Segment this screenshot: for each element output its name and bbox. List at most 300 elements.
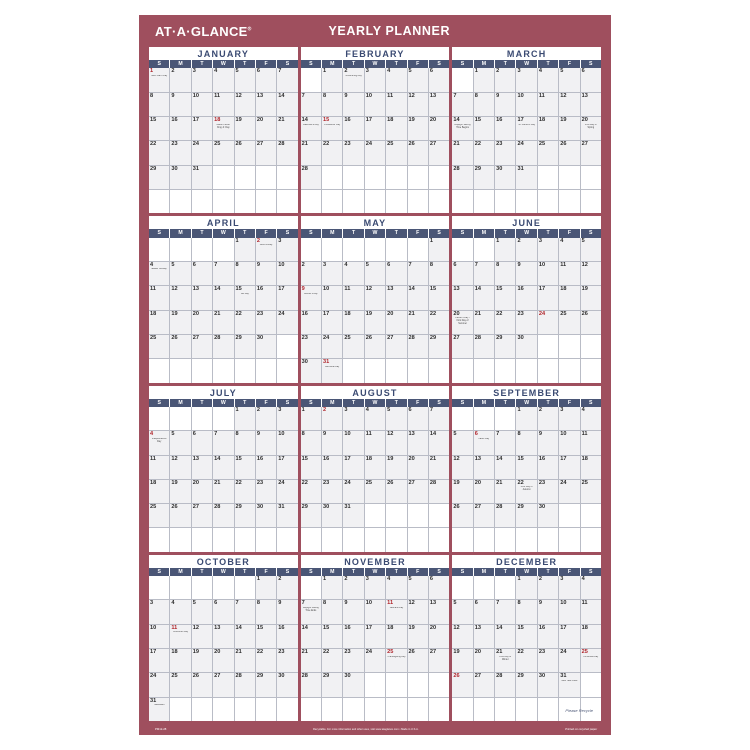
day-cell[interactable] [213,600,234,623]
day-cell[interactable] [213,335,234,358]
day-cell[interactable] [495,238,516,261]
day-cell[interactable] [365,335,386,358]
day-cell[interactable] [429,311,449,334]
day-cell[interactable] [429,117,449,140]
day-cell[interactable] [322,359,343,382]
day-cell[interactable] [235,286,256,309]
day-cell[interactable] [192,141,213,164]
day-cell[interactable] [277,93,297,116]
day-cell[interactable] [429,262,449,285]
day-cell[interactable] [170,673,191,696]
day-cell[interactable] [170,93,191,116]
day-cell[interactable] [322,600,343,623]
day-cell[interactable] [343,93,364,116]
day-cell[interactable] [149,480,170,503]
day-cell[interactable] [559,238,580,261]
day-cell[interactable] [343,649,364,672]
day-cell[interactable] [235,141,256,164]
day-cell[interactable] [322,68,343,91]
day-cell[interactable] [301,335,322,358]
day-cell[interactable] [365,286,386,309]
day-cell[interactable] [538,431,559,454]
day-cell[interactable] [452,649,473,672]
day-cell[interactable] [343,335,364,358]
day-cell[interactable] [277,68,297,91]
day-cell[interactable] [538,576,559,599]
day-cell[interactable] [408,649,429,672]
day-cell[interactable] [170,166,191,189]
day-cell[interactable] [301,504,322,527]
day-cell[interactable] [581,600,601,623]
day-cell[interactable] [343,625,364,648]
day-cell[interactable] [452,335,473,358]
day-cell[interactable] [192,93,213,116]
day-cell[interactable] [429,625,449,648]
day-cell[interactable] [235,117,256,140]
day-cell[interactable] [235,68,256,91]
day-cell[interactable] [386,480,407,503]
day-cell[interactable] [343,431,364,454]
day-cell[interactable] [277,504,297,527]
day-cell[interactable] [474,649,495,672]
day-cell[interactable] [581,480,601,503]
day-cell[interactable] [277,431,297,454]
day-cell[interactable] [538,311,559,334]
day-cell[interactable] [538,625,559,648]
day-cell[interactable] [322,504,343,527]
day-cell[interactable] [559,93,580,116]
day-cell[interactable] [495,166,516,189]
day-cell[interactable] [149,262,170,285]
day-cell[interactable] [192,480,213,503]
day-cell[interactable] [256,673,277,696]
day-cell[interactable] [516,93,537,116]
day-cell[interactable] [538,68,559,91]
day-cell[interactable] [343,68,364,91]
day-cell[interactable] [256,238,277,261]
day-cell[interactable] [322,93,343,116]
day-cell[interactable] [495,456,516,479]
day-cell[interactable] [452,166,473,189]
day-cell[interactable] [213,68,234,91]
day-cell[interactable] [408,407,429,430]
day-cell[interactable] [277,600,297,623]
day-cell[interactable] [301,262,322,285]
day-cell[interactable] [149,600,170,623]
day-cell[interactable] [213,262,234,285]
day-cell[interactable] [429,576,449,599]
day-cell[interactable] [495,504,516,527]
day-cell[interactable] [386,262,407,285]
day-cell[interactable] [408,93,429,116]
day-cell[interactable] [559,649,580,672]
day-cell[interactable] [452,286,473,309]
day-cell[interactable] [301,93,322,116]
day-cell[interactable] [256,93,277,116]
day-cell[interactable] [452,456,473,479]
day-cell[interactable] [170,480,191,503]
day-cell[interactable] [559,407,580,430]
day-cell[interactable] [538,600,559,623]
day-cell[interactable] [149,456,170,479]
day-cell[interactable] [170,117,191,140]
day-cell[interactable] [256,335,277,358]
day-cell[interactable] [516,238,537,261]
day-cell[interactable] [386,311,407,334]
day-cell[interactable] [277,407,297,430]
day-cell[interactable] [365,93,386,116]
day-cell[interactable] [408,311,429,334]
day-cell[interactable] [322,407,343,430]
day-cell[interactable] [516,311,537,334]
day-cell[interactable] [581,407,601,430]
day-cell[interactable] [495,431,516,454]
day-cell[interactable] [149,673,170,696]
day-cell[interactable] [516,141,537,164]
day-cell[interactable] [581,286,601,309]
day-cell[interactable] [559,262,580,285]
day-cell[interactable] [256,311,277,334]
day-cell[interactable] [365,625,386,648]
day-cell[interactable] [559,480,580,503]
day-cell[interactable] [495,262,516,285]
day-cell[interactable] [474,456,495,479]
day-cell[interactable] [343,456,364,479]
day-cell[interactable] [408,576,429,599]
day-cell[interactable] [322,625,343,648]
day-cell[interactable] [277,238,297,261]
day-cell[interactable] [149,166,170,189]
day-cell[interactable] [149,117,170,140]
day-cell[interactable] [452,141,473,164]
day-cell[interactable] [365,407,386,430]
day-cell[interactable] [170,431,191,454]
day-cell[interactable] [495,600,516,623]
day-cell[interactable] [538,407,559,430]
day-cell[interactable] [149,93,170,116]
day-cell[interactable] [495,286,516,309]
day-cell[interactable] [516,576,537,599]
day-cell[interactable] [277,117,297,140]
day-cell[interactable] [149,335,170,358]
day-cell[interactable] [538,673,559,696]
day-cell[interactable] [408,262,429,285]
day-cell[interactable] [170,335,191,358]
day-cell[interactable] [277,649,297,672]
day-cell[interactable] [452,262,473,285]
day-cell[interactable] [192,673,213,696]
day-cell[interactable] [516,625,537,648]
day-cell[interactable] [322,431,343,454]
day-cell[interactable] [408,625,429,648]
day-cell[interactable] [322,335,343,358]
day-cell[interactable] [343,141,364,164]
day-cell[interactable] [322,576,343,599]
day-cell[interactable] [256,625,277,648]
day-cell[interactable] [559,673,580,696]
day-cell[interactable] [452,504,473,527]
day-cell[interactable] [192,504,213,527]
day-cell[interactable] [474,504,495,527]
day-cell[interactable] [149,141,170,164]
day-cell[interactable] [343,407,364,430]
day-cell[interactable] [277,456,297,479]
day-cell[interactable] [322,673,343,696]
day-cell[interactable] [256,286,277,309]
day-cell[interactable] [495,625,516,648]
day-cell[interactable] [386,141,407,164]
day-cell[interactable] [538,238,559,261]
day-cell[interactable] [408,117,429,140]
day-cell[interactable] [213,93,234,116]
day-cell[interactable] [516,480,537,503]
day-cell[interactable] [452,431,473,454]
day-cell[interactable] [559,456,580,479]
day-cell[interactable] [581,625,601,648]
day-cell[interactable] [452,117,473,140]
day-cell[interactable] [581,649,601,672]
day-cell[interactable] [452,625,473,648]
day-cell[interactable] [429,431,449,454]
day-cell[interactable] [170,68,191,91]
day-cell[interactable] [386,576,407,599]
day-cell[interactable] [192,456,213,479]
day-cell[interactable] [256,649,277,672]
day-cell[interactable] [170,504,191,527]
day-cell[interactable] [277,480,297,503]
day-cell[interactable] [343,673,364,696]
day-cell[interactable] [559,68,580,91]
day-cell[interactable] [538,286,559,309]
day-cell[interactable] [235,456,256,479]
day-cell[interactable] [516,68,537,91]
day-cell[interactable] [408,141,429,164]
day-cell[interactable] [256,407,277,430]
day-cell[interactable] [149,286,170,309]
day-cell[interactable] [256,456,277,479]
day-cell[interactable] [408,480,429,503]
day-cell[interactable] [452,600,473,623]
day-cell[interactable] [495,311,516,334]
day-cell[interactable] [474,262,495,285]
day-cell[interactable] [213,117,234,140]
day-cell[interactable] [474,625,495,648]
day-cell[interactable] [170,286,191,309]
day-cell[interactable] [301,311,322,334]
day-cell[interactable] [235,431,256,454]
day-cell[interactable] [581,431,601,454]
day-cell[interactable] [322,117,343,140]
day-cell[interactable] [213,625,234,648]
day-cell[interactable] [538,141,559,164]
day-cell[interactable] [365,68,386,91]
day-cell[interactable] [343,504,364,527]
day-cell[interactable] [301,359,322,382]
day-cell[interactable] [256,480,277,503]
day-cell[interactable] [495,480,516,503]
day-cell[interactable] [301,456,322,479]
day-cell[interactable] [538,117,559,140]
day-cell[interactable] [170,625,191,648]
day-cell[interactable] [213,456,234,479]
day-cell[interactable] [581,456,601,479]
day-cell[interactable] [343,480,364,503]
day-cell[interactable] [343,262,364,285]
day-cell[interactable] [386,456,407,479]
day-cell[interactable] [429,238,449,261]
day-cell[interactable] [474,335,495,358]
day-cell[interactable] [277,262,297,285]
day-cell[interactable] [192,166,213,189]
day-cell[interactable] [256,576,277,599]
day-cell[interactable] [429,600,449,623]
day-cell[interactable] [192,286,213,309]
day-cell[interactable] [277,286,297,309]
day-cell[interactable] [559,576,580,599]
day-cell[interactable] [343,311,364,334]
day-cell[interactable] [235,93,256,116]
day-cell[interactable] [495,673,516,696]
day-cell[interactable] [408,68,429,91]
day-cell[interactable] [213,504,234,527]
day-cell[interactable] [386,431,407,454]
day-cell[interactable] [516,649,537,672]
day-cell[interactable] [170,141,191,164]
day-cell[interactable] [343,600,364,623]
day-cell[interactable] [365,480,386,503]
day-cell[interactable] [213,673,234,696]
day-cell[interactable] [581,117,601,140]
day-cell[interactable] [386,68,407,91]
day-cell[interactable] [429,286,449,309]
day-cell[interactable] [235,673,256,696]
day-cell[interactable] [365,117,386,140]
day-cell[interactable] [213,431,234,454]
day-cell[interactable] [149,504,170,527]
day-cell[interactable] [365,262,386,285]
day-cell[interactable] [235,335,256,358]
day-cell[interactable] [149,698,170,721]
day-cell[interactable] [452,93,473,116]
day-cell[interactable] [301,117,322,140]
day-cell[interactable] [365,649,386,672]
day-cell[interactable] [149,311,170,334]
day-cell[interactable] [256,117,277,140]
day-cell[interactable] [235,407,256,430]
day-cell[interactable] [474,673,495,696]
day-cell[interactable] [235,600,256,623]
day-cell[interactable] [559,117,580,140]
day-cell[interactable] [474,68,495,91]
day-cell[interactable] [474,117,495,140]
day-cell[interactable] [538,456,559,479]
day-cell[interactable] [386,649,407,672]
day-cell[interactable] [301,141,322,164]
day-cell[interactable] [516,600,537,623]
day-cell[interactable] [386,600,407,623]
day-cell[interactable] [277,625,297,648]
day-cell[interactable] [192,600,213,623]
day-cell[interactable] [343,117,364,140]
day-cell[interactable] [474,166,495,189]
day-cell[interactable] [235,625,256,648]
day-cell[interactable] [322,456,343,479]
day-cell[interactable] [301,407,322,430]
day-cell[interactable] [429,480,449,503]
day-cell[interactable] [365,311,386,334]
day-cell[interactable] [192,625,213,648]
day-cell[interactable] [213,141,234,164]
day-cell[interactable] [192,431,213,454]
day-cell[interactable] [322,480,343,503]
day-cell[interactable] [192,649,213,672]
day-cell[interactable] [170,600,191,623]
day-cell[interactable] [495,93,516,116]
day-cell[interactable] [235,238,256,261]
day-cell[interactable] [301,480,322,503]
day-cell[interactable] [516,431,537,454]
day-cell[interactable] [149,68,170,91]
day-cell[interactable] [301,600,322,623]
day-cell[interactable] [213,649,234,672]
day-cell[interactable] [408,456,429,479]
day-cell[interactable] [277,141,297,164]
day-cell[interactable] [429,407,449,430]
day-cell[interactable] [235,311,256,334]
day-cell[interactable] [386,93,407,116]
day-cell[interactable] [452,311,473,334]
day-cell[interactable] [149,625,170,648]
day-cell[interactable] [365,600,386,623]
day-cell[interactable] [581,68,601,91]
day-cell[interactable] [213,286,234,309]
day-cell[interactable] [192,68,213,91]
day-cell[interactable] [559,600,580,623]
day-cell[interactable] [516,262,537,285]
day-cell[interactable] [474,286,495,309]
day-cell[interactable] [429,93,449,116]
day-cell[interactable] [474,480,495,503]
day-cell[interactable] [429,68,449,91]
day-cell[interactable] [581,576,601,599]
day-cell[interactable] [256,504,277,527]
day-cell[interactable] [170,456,191,479]
day-cell[interactable] [386,286,407,309]
day-cell[interactable] [301,166,322,189]
day-cell[interactable] [322,262,343,285]
day-cell[interactable] [495,117,516,140]
day-cell[interactable] [256,600,277,623]
day-cell[interactable] [581,311,601,334]
day-cell[interactable] [365,456,386,479]
day-cell[interactable] [149,649,170,672]
day-cell[interactable] [429,335,449,358]
day-cell[interactable] [192,262,213,285]
day-cell[interactable] [516,407,537,430]
day-cell[interactable] [581,262,601,285]
day-cell[interactable] [343,576,364,599]
day-cell[interactable] [277,673,297,696]
day-cell[interactable] [365,141,386,164]
day-cell[interactable] [386,625,407,648]
day-cell[interactable] [301,286,322,309]
day-cell[interactable] [256,431,277,454]
day-cell[interactable] [495,335,516,358]
day-cell[interactable] [386,117,407,140]
day-cell[interactable] [429,649,449,672]
day-cell[interactable] [429,456,449,479]
day-cell[interactable] [474,311,495,334]
